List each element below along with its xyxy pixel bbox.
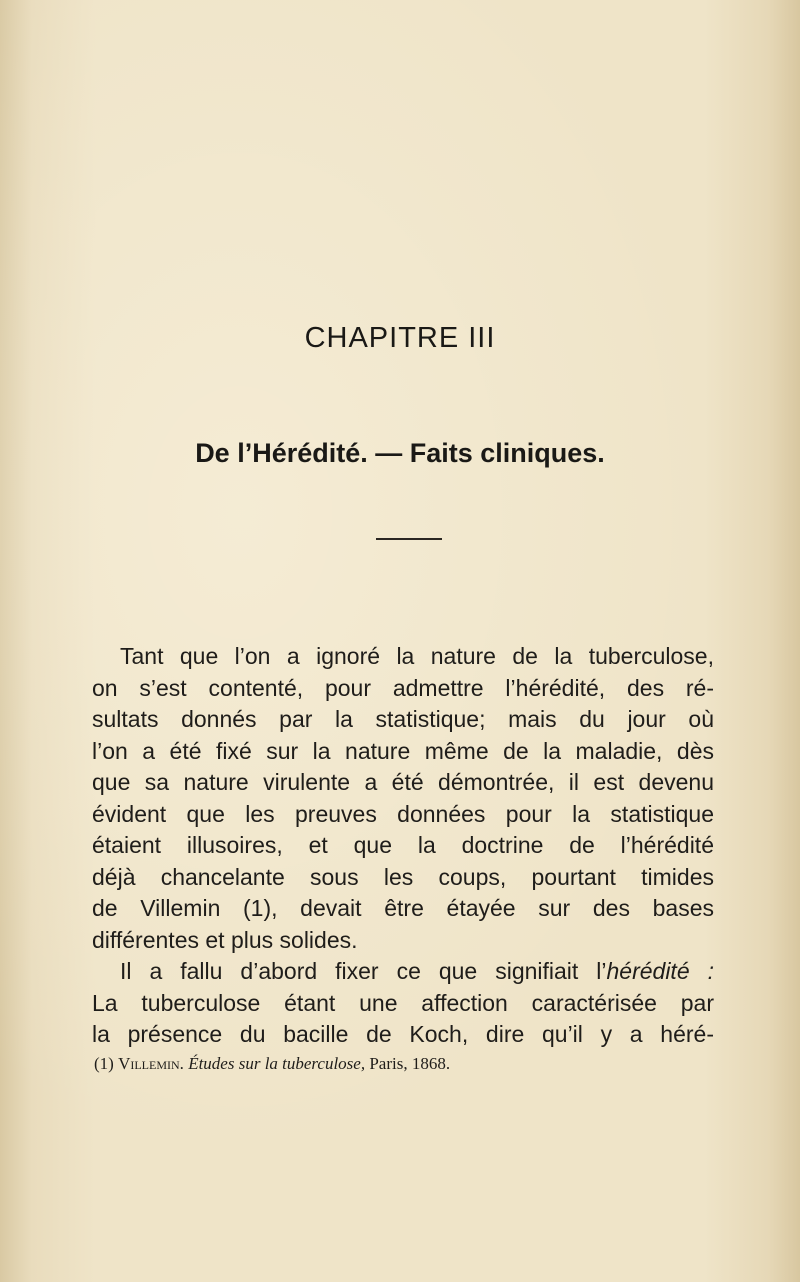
text-line: évident que les preuves données pour la statistique [92, 800, 714, 827]
footnote-author: Villemin. [118, 1054, 184, 1073]
footnote-marker: (1) [94, 1054, 114, 1073]
text-line: de Villemin (1), devait être étayée sur des bases [92, 895, 714, 921]
footnote-work: Études sur la tuberculose, [188, 1054, 366, 1073]
text-segment: Il a fallu d’abord fixer ce que signifiait l’ [120, 958, 607, 984]
text-line: Tant que l’on a ignoré la nature de la tuberculose, [120, 643, 714, 669]
text-line [92, 956, 714, 988]
chapter-heading: CHAPITRE III [304, 322, 496, 354]
text-line: que sa nature virulente a été démontrée, il est devenu [92, 769, 714, 795]
text-line: sultats donnés par la statistique; mais du jour où [92, 706, 714, 732]
text-line: la présence du bacille de Koch, dire qu’il y a héré- [92, 1021, 714, 1047]
footnote [94, 1054, 734, 1074]
text-line: La tuberculose étant une affection caractérisée par [92, 989, 714, 1016]
text-line: l’on a été fixé sur la nature même de la maladie, dès [92, 737, 714, 764]
text-line: différentes et plus solides. [92, 926, 358, 953]
text-line: on s’est contenté, pour admettre l’hérédité, des ré- [92, 674, 714, 701]
body-paragraph [92, 641, 714, 1051]
footnote-place-date: Paris, 1868. [369, 1054, 451, 1073]
text-line: déjà chancelante sous les coups, pourtant timides [92, 863, 714, 890]
divider-rule [376, 538, 442, 540]
text-line: étaient illusoires, et que la doctrine de l’hérédité [92, 832, 714, 858]
italic-term: hérédité : [606, 958, 714, 984]
chapter-title: De l’Hérédité. — Faits cliniques. [195, 438, 605, 468]
